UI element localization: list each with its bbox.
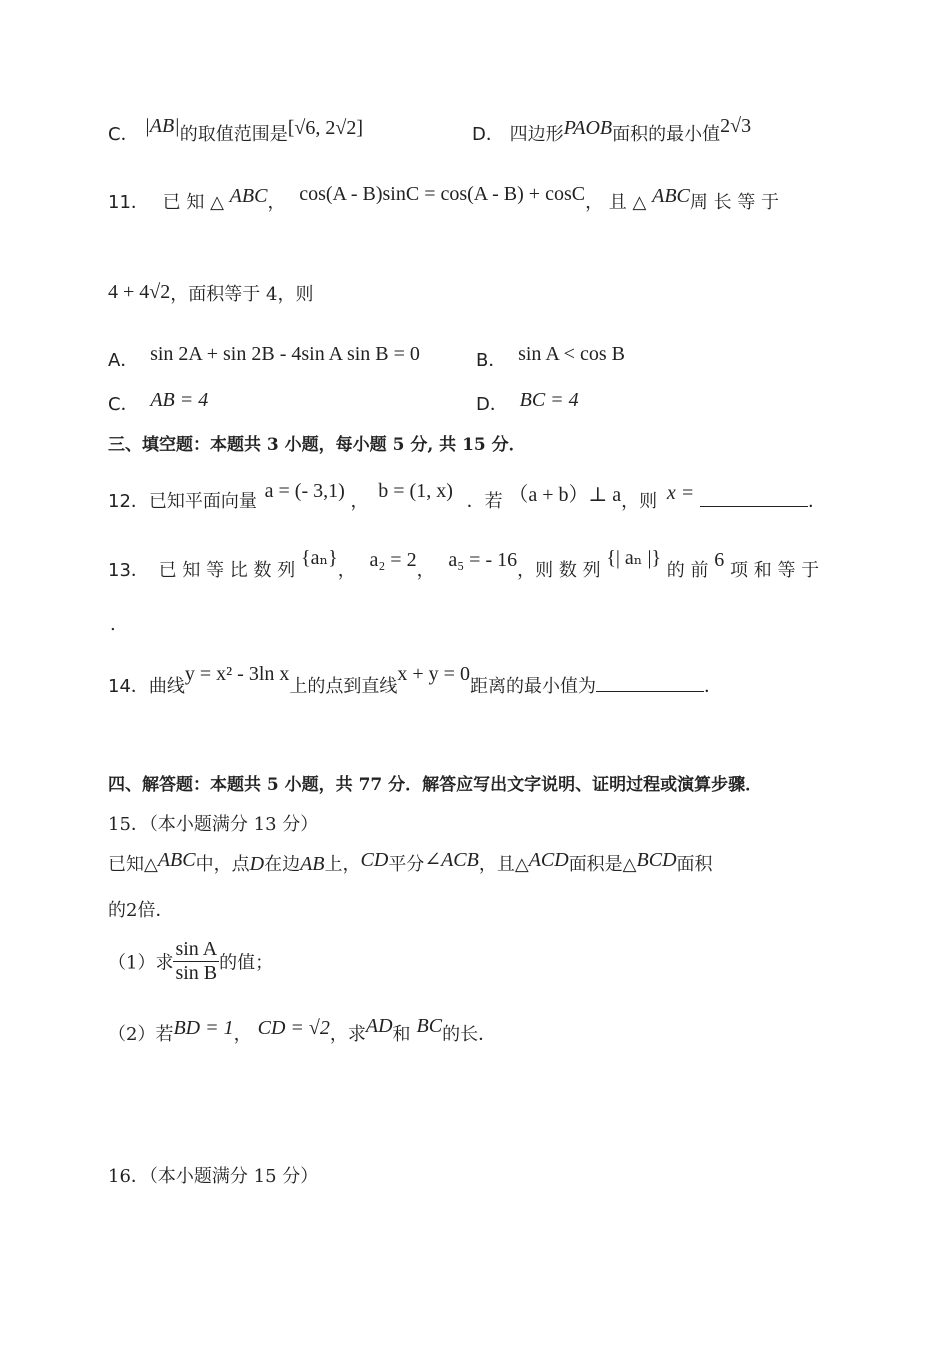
q10-option-d [472,115,752,146]
answer-blank [596,673,704,692]
q11-option-a [108,343,420,372]
text: 和 [392,1024,411,1045]
option-letter: A． [108,350,139,371]
q11-line1 [108,183,780,214]
math-sequence: {aₙ} [300,547,338,569]
math-abs-sequence: {| aₙ |} [606,547,662,569]
math-angle-acb: ∠ACB [424,849,479,871]
math-acd: ACD [528,849,569,871]
text: ，则 数 列 [517,560,601,581]
text: ， 且 △ [585,192,647,213]
q15-line1 [108,850,713,876]
text: ，面积等于 4，则 [170,284,314,305]
math-line: x + y = 0 [397,663,470,685]
math-paob: PAOB [563,117,613,139]
math-a2: a₂ = 2 [369,549,417,571]
question-number: 11． [108,192,149,213]
text: ． [808,491,827,512]
text: 上， [324,854,361,875]
text: ， [233,1024,252,1045]
text: 距离的最小值为 [469,676,596,697]
math-bd: BD = 1 [173,1017,234,1039]
text: ， [350,491,369,512]
fraction-numerator: sin A [175,938,218,960]
math-vector-a: a = (- 3,1) [264,480,345,502]
math-option: sin 2A + sin 2B - 4sin A sin B = 0 [150,343,420,365]
text: （1）求 [108,952,174,974]
math-six: 6 [714,549,725,571]
math-abs-ab: |AB| [144,115,180,137]
math-perimeter: 4 + 4√2 [108,281,171,303]
math-vector-b: b = (1, x) [378,480,453,502]
question-number: 14． [108,676,149,697]
math-option: BC = 4 [519,389,579,411]
option-text: 的取值范围是 [179,124,288,145]
text: 已知△ [108,854,158,875]
text: （2）若 [108,1024,174,1045]
q10-option-c [108,115,364,146]
text: ， [267,192,286,213]
q15-line2: 的2倍． [108,900,174,921]
q11-option-c [108,390,208,416]
text: 已知平面向量 [148,491,257,512]
text: 项 和 等 于 [730,560,820,581]
question-number: 13． [108,560,149,581]
q15-part2 [108,1015,497,1046]
text: 周 长 等 于 [689,192,780,213]
q11-option-b [476,343,625,372]
math-option: sin A < cos B [518,343,625,365]
text: 的长． [442,1024,497,1045]
option-letter: D． [476,394,508,415]
text: ． [703,676,722,697]
math-curve: y = x² - 3ln x [184,663,290,685]
q16-heading: 16．（本小题满分 15 分） [108,1166,319,1187]
math-a5: a₅ = - 16 [448,549,518,571]
math-condition: （a + b）⊥ a [508,484,622,506]
math-min-area: 2√3 [720,115,752,137]
answer-blank [700,488,808,507]
option-text-pre: 四边形 [509,124,564,145]
text: 的 前 [666,560,709,581]
fraction-denominator: sin B [175,962,218,984]
q12-line [108,480,827,513]
math-range: [√6, 2√2] [287,117,364,139]
option-letter: C． [108,394,139,415]
math-bc: BC [416,1015,443,1037]
math-abc: ABC [229,185,268,207]
text: 面积是△ [568,854,637,875]
text: 曲线 [148,676,185,697]
q14-line [108,663,722,698]
text: ，则 [621,491,658,512]
text: ， [337,560,356,581]
q15-part1 [108,938,273,985]
math-x: x = [666,482,695,504]
math-abc: ABC [652,185,690,207]
text: 已 知 △ [162,192,224,213]
section-title: 三、填空题：本题共 3 小题，每小题 5 分, 共 15 分． [108,435,526,455]
math-cd-value: CD = √2 [257,1017,330,1039]
option-letter: C． [108,124,139,145]
option-letter: D． [472,124,504,145]
q11-line2 [108,280,313,306]
question-number: 12． [108,491,149,512]
q13-period: . [110,614,116,635]
text: 面积 [676,854,713,875]
text: ，求 [329,1024,366,1045]
text: 平分 [388,854,425,875]
math-ad: AD [365,1015,393,1037]
math-abc: ABC [157,849,196,871]
q15-heading: 15．（本小题满分 13 分） [108,814,319,835]
text: 上的点到直线 [289,676,398,697]
text: ．若 [466,491,503,512]
math-equation: cos(A - B)sinC = cos(A - B) + cosC [299,183,586,205]
math-option: AB = 4 [150,389,209,411]
math-fraction [173,938,219,985]
math-cd: CD [360,849,389,871]
text: 的值； [219,952,274,974]
q13-line [108,547,820,582]
math-bcd: BCD [636,849,677,871]
option-text: 面积的最小值 [612,124,721,145]
text: ，且△ [478,854,529,875]
option-letter: B． [476,350,507,371]
text: 在边 [264,854,301,875]
text: ， [416,560,435,581]
q11-option-d [476,390,579,416]
text: 中，点 [195,854,250,875]
section-title: 四、解答题：本题共 5 小题，共 77 分．解答应写出文字说明、证明过程或演算步骤． [108,775,763,795]
text: 已 知 等 比 数 列 [158,560,296,581]
math-d: D [249,853,265,875]
math-ab: AB [300,853,325,875]
